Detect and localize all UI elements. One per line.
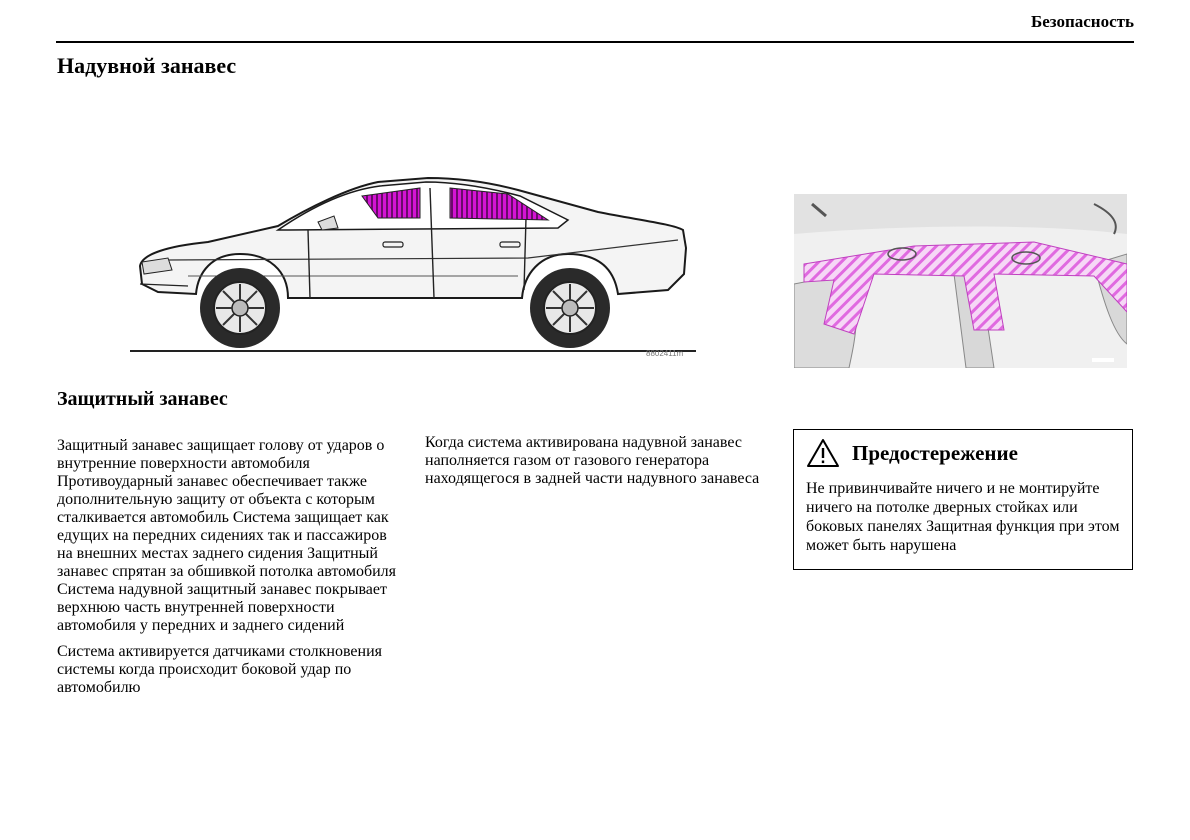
- section-title: Защитный занавес: [57, 388, 228, 410]
- text-column-left: [57, 437, 405, 705]
- warning-box: [793, 429, 1133, 570]
- paragraph: Система активируется датчиками столкновения системы когда происходит боковой удар по автомобилю: [57, 643, 382, 696]
- paragraph: Защитный занавес защищает голову от ударов о внутренние поверхности автомобиля Противоударный занавес обеспечивает также дополнительную защиту от объекта с которым сталкивается автомобиль Система защищает как едущих на передних сидениях так и пассажиров на внешних местах заднего сидения Защитный занавес спрятан за обшивкой потолка автомобиля Система надувной защитный занавес покрывает верхнюю часть внутренней поверхности автомобиля у передних и заднего сидений: [57, 437, 396, 634]
- header-rule: [56, 41, 1134, 43]
- rear-wheel: [530, 268, 610, 348]
- page-title: Надувной занавес: [57, 53, 237, 78]
- car-side-illustration: [128, 158, 700, 368]
- figure-code: 8802411m: [646, 349, 684, 358]
- header-section-label: Безопасность: [1030, 12, 1134, 31]
- interior-roof-illustration: [794, 194, 1127, 368]
- paragraph: Когда система активирована надувной занавес наполняется газом от газового генератора находящегося в задней части надувного занавеса: [425, 434, 760, 487]
- warning-title: Предостережение: [852, 440, 1018, 465]
- warning-text: Не привинчивайте ничего и не монтируйте ничего на потолке дверных стойках или боковых панелях Защитная функция при этом может быть нарушена: [806, 480, 1120, 554]
- front-wheel: [200, 268, 280, 348]
- warning-header: [806, 438, 1018, 468]
- warning-triangle-icon: [806, 438, 840, 468]
- text-column-middle: [425, 434, 760, 496]
